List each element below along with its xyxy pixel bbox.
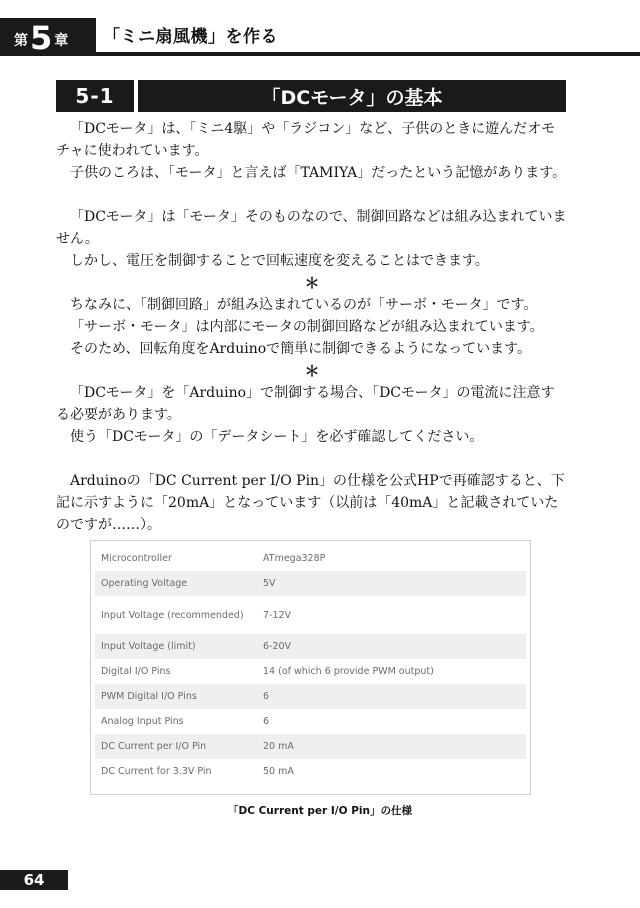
spec-value: 50 mA [263, 766, 294, 777]
paragraph-gap [56, 184, 568, 206]
spec-table-figure [90, 540, 531, 795]
table-row [95, 546, 526, 571]
spec-key: Microcontroller [101, 553, 172, 564]
paragraph: しかし、電圧を制御することで回転速度を変えることはできます。 [70, 253, 489, 269]
figure-caption: 「DC Current per I/O Pin」の仕様 [228, 805, 412, 817]
paragraph: 子供のころは、「モータ」と言えば「TAMIYA」だったという記憶があります。 [70, 165, 567, 181]
paragraph: Arduinoの「DC Current per I/O Pin」の仕様を公式HPで再確認すると、下記に示すように「20mA」となっています（以前は「40mA」と記載されていたのですが……）。 [56, 473, 565, 533]
page-number: 64 [0, 870, 68, 890]
paragraph-gap [56, 448, 568, 470]
chapter-header [0, 0, 640, 60]
paragraph: 「サーボ・モータ」は内部にモータの制御回路などが組み込まれています。 [70, 319, 544, 335]
spec-value: ATmega328P [263, 553, 326, 564]
section-number: 5-1 [56, 80, 134, 112]
section-title: 「DCモータ」の基本 [138, 80, 566, 112]
spec-key: PWM Digital I/O Pins [95, 684, 257, 709]
section-header [56, 80, 566, 112]
table-row [95, 659, 526, 684]
separator-asterisk: ＊ [304, 362, 320, 380]
spec-value: 7-12V [263, 609, 292, 621]
paragraph: 「DCモータ」は「モータ」そのものなので、制御回路などは組み込まれていません。 [56, 209, 567, 247]
spec-key: Input Voltage (recommended) [101, 609, 244, 621]
spec-value: 14 (of which 6 provide PWM output) [263, 666, 434, 677]
chapter-number: 5 [30, 19, 53, 57]
paragraph: ちなみに、「制御回路」が組み込まれているのが「サーボ・モータ」です。 [70, 297, 538, 313]
body-text [56, 118, 568, 536]
table-row [95, 571, 526, 596]
table-row [95, 596, 526, 634]
chapter-badge [0, 18, 96, 56]
spec-key: DC Current per I/O Pin [95, 734, 257, 759]
chapter-title: 「ミニ扇風機」を作る [103, 27, 278, 47]
spec-key: Operating Voltage [95, 571, 257, 596]
spec-key: DC Current for 3.3V Pin [101, 766, 212, 777]
spec-value: 5V [257, 571, 526, 596]
paragraph: 「DCモータ」を「Arduino」で制御する場合、「DCモータ」の電流に注意する必要があります。 [56, 385, 555, 423]
chapter-label-post: 章 [54, 33, 69, 49]
paragraph: そのため、回転角度をArduinoで簡単に制御できるようになっています。 [70, 341, 532, 357]
table-row [95, 684, 526, 709]
paragraph: 「DCモータ」は、「ミニ4駆」や「ラジコン」など、子供のときに遊んだオモチャに使われています。 [56, 121, 556, 159]
table-row [95, 759, 526, 784]
table-row [95, 634, 526, 659]
spec-key: Digital I/O Pins [101, 666, 171, 677]
chapter-label-pre: 第 [14, 33, 28, 49]
spec-key: Input Voltage (limit) [95, 634, 257, 659]
paragraph: 使う「DCモータ」の「データシート」を必ず確認してください。 [70, 429, 484, 445]
separator-asterisk: ＊ [304, 274, 320, 292]
spec-value: 6-20V [257, 634, 526, 659]
spec-value: 20 mA [257, 734, 526, 759]
spec-value: 6 [263, 716, 270, 727]
chapter-rule [96, 52, 640, 56]
spec-key: Analog Input Pins [101, 716, 184, 727]
table-row [95, 734, 526, 759]
spec-value: 6 [257, 684, 526, 709]
table-row [95, 709, 526, 734]
spec-table [95, 546, 526, 784]
